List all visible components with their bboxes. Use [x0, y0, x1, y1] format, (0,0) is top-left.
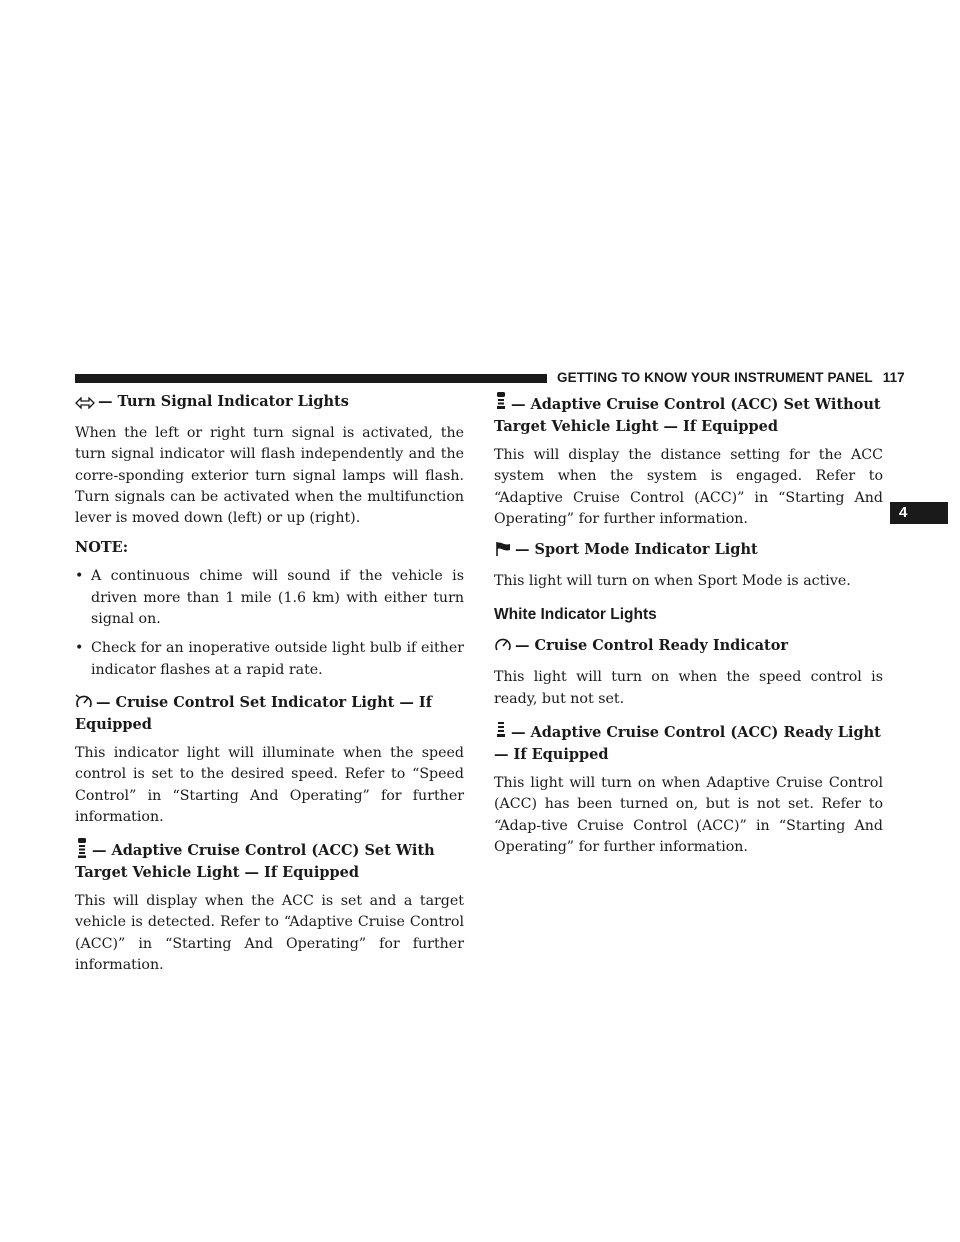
- acc-ready-icon: [494, 720, 508, 745]
- list-item: • Check for an inoperative outside light bulb if either indicator flashes at a rapid rate.: [75, 640, 464, 678]
- acc-ready-body: This light will turn on when Adaptive Cruise Control (ACC) has been turned on, but is not set. Refer to “Adap-tive Cruise Control (ACC)” in “Starting And Operating” for further information.: [494, 775, 883, 855]
- white-indicator-section-title: White Indicator Lights: [494, 606, 657, 624]
- header-rule: [75, 374, 547, 383]
- acc-set-with-target-body: This will display when the ACC is set and a target vehicle is detected. Refer to “Adaptive Cruise Control (ACC)” in “Starting And Operating” for further information.: [75, 893, 464, 974]
- acc-set-without-target-body: This will display the distance setting for the ACC system when the system is engaged. Refer to “Adaptive Cruise Control (ACC)” in “Starting And Operating” for further information.: [494, 447, 883, 527]
- cruise-ready-heading: — Cruise Control Ready Indicator: [494, 636, 883, 658]
- turn-signal-arrows-icon: [75, 395, 95, 414]
- chapter-tab: 4: [890, 502, 948, 524]
- sport-mode-flag-icon: [494, 541, 512, 562]
- cruise-ready-body: This light will turn on when the speed control is ready, but not set.: [494, 669, 883, 707]
- cruise-set-body: This indicator light will illuminate when the speed control is set to the desired speed. Refer to “Speed Control” in “Starting And Operating” for further information.: [75, 744, 464, 825]
- note-list: [75, 566, 464, 680]
- acc-target-vehicle-icon: [75, 838, 89, 863]
- left-column: [75, 392, 464, 986]
- running-header: [557, 370, 905, 385]
- page-number: 117: [882, 370, 905, 385]
- acc-set-with-target-heading: — Adaptive Cruise Control (ACC) Set With Target Vehicle Light — If Equipped: [75, 838, 464, 882]
- note-label: NOTE:: [75, 539, 129, 557]
- turn-signal-body: When the left or right turn signal is activated, the turn signal indicator will flash independently and the corre-sponding exterior turn signal lamps will flash. Turn signals can be activated when the multifunction lever is moved down (left) or up (right).: [75, 425, 464, 527]
- chapter-title: GETTING TO KNOW YOUR INSTRUMENT PANEL: [557, 370, 873, 385]
- sport-mode-heading: — Sport Mode Indicator Light: [494, 540, 883, 562]
- cruise-set-heading: — Cruise Control Set Indicator Light — If Equipped: [75, 693, 432, 733]
- turn-signal-heading: — Turn Signal Indicator Lights: [75, 392, 464, 414]
- acc-ready-heading: — Adaptive Cruise Control (ACC) Ready Light — If Equipped: [494, 720, 883, 764]
- sport-mode-body: This light will turn on when Sport Mode is active.: [494, 573, 851, 590]
- list-item: • A continuous chime will sound if the vehicle is driven more than 1 mile (1.6 km) with either turn signal on.: [75, 568, 464, 628]
- acc-set-without-target-heading: — Adaptive Cruise Control (ACC) Set Without Target Vehicle Light — If Equipped: [494, 392, 883, 436]
- cruise-control-set-icon: [75, 694, 93, 715]
- acc-no-target-icon: [494, 392, 508, 417]
- cruise-control-ready-icon: [494, 637, 512, 658]
- right-column: [494, 392, 883, 868]
